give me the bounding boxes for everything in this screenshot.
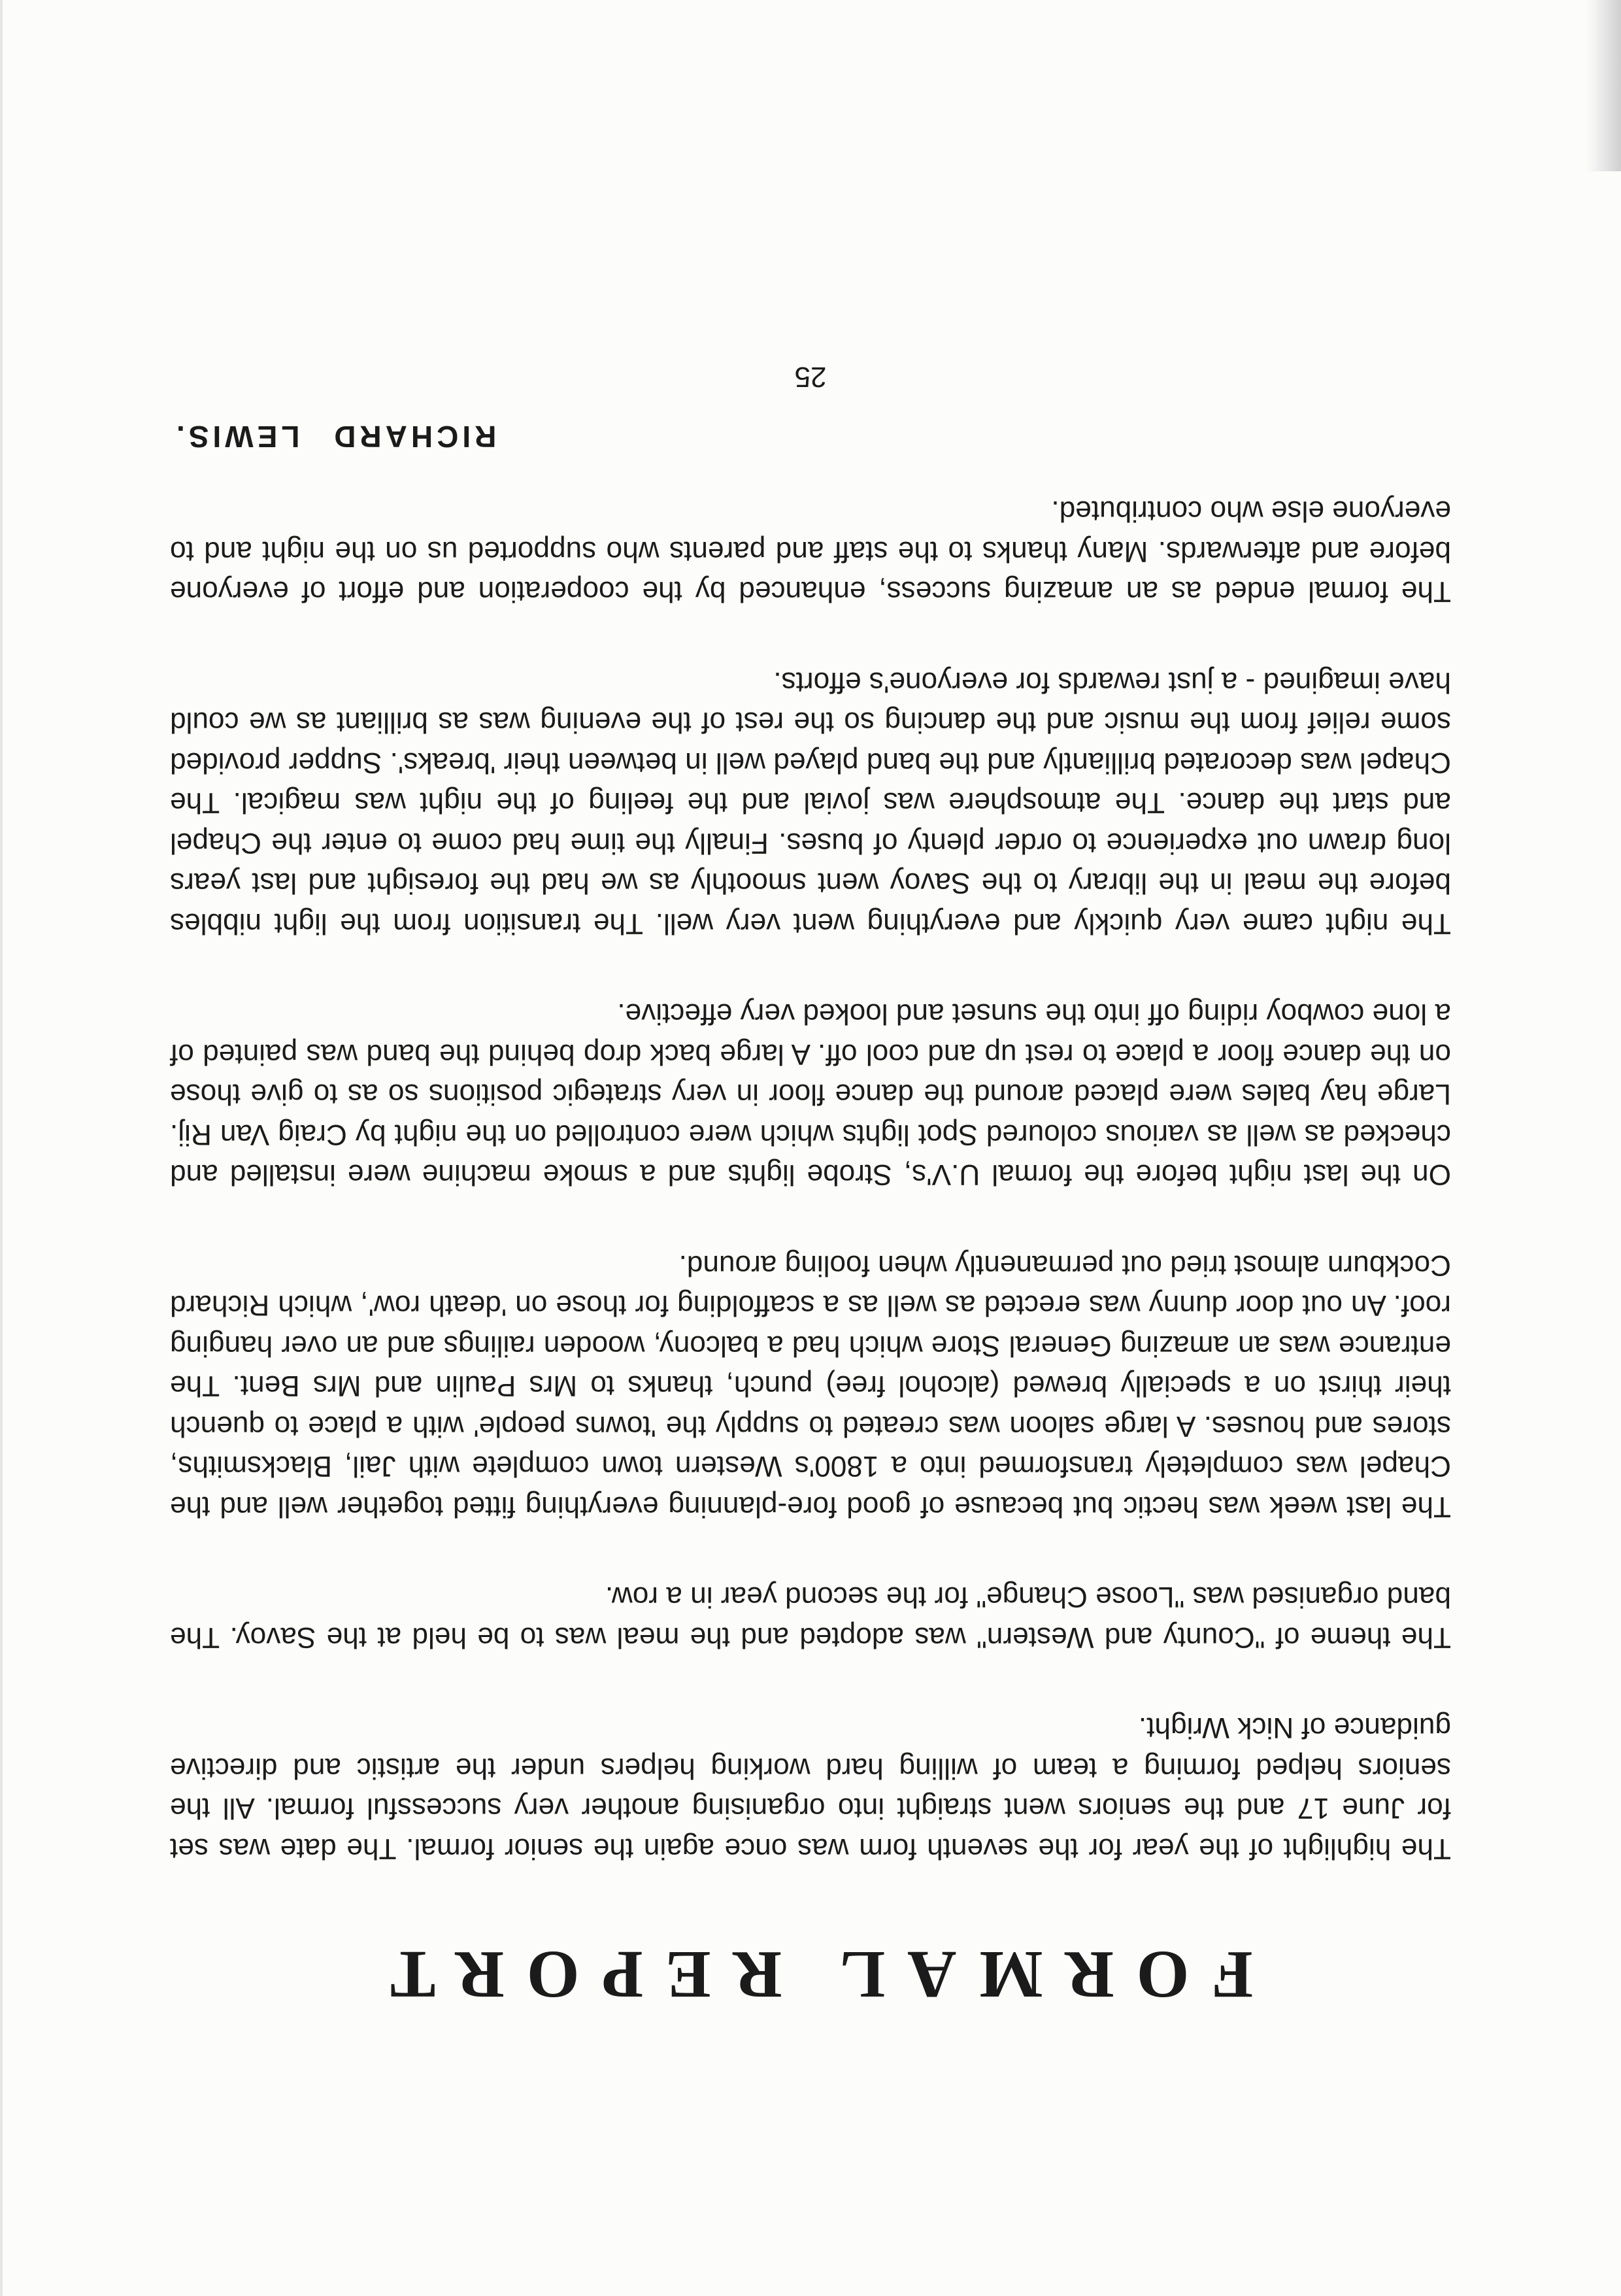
scan-edge-line (0, 0, 3, 2296)
paragraph-conclusion: The formal ended as an amazing success, enhanced by the cooperation and effort of everyone before and afterwards. Many thanks to the staff and parents who supported us on the night and to everyone else who contributed. (170, 495, 1451, 608)
report-page (170, 360, 1451, 2012)
paragraph-theme: The theme of "County and Western" was adopted and the meal was to be held at the Savoy. The band organised was "Loose Change" for the second year in a row. (170, 1581, 1451, 1653)
report-title: FORMAL REPORT (367, 1937, 1254, 2012)
page-number: 25 (794, 361, 827, 393)
author-signature: RICHARD LEWIS. (173, 420, 497, 454)
paragraph-preparation: The last week was hectic but because of good fore-planning everything fitted together well and the Chapel was completely transformed into a 1800's Western town complete with Jail, Blacksmiths, stores and houses. A large saloon was created to supply the 'towns people' with a place to quench their thirst on a specially brewed (alcohol free) punch, thanks to Mrs Paulin and Mrs Bent. The entrance was an amazing General Store which had a balcony, wooden railings and an over hanging roof. An out door dunny was erected as well as a scaffolding for those on 'death row', which Richard Cockburn almost tried out permanently when fooling around. (170, 1249, 1451, 1523)
paragraph-lighting: On the last night before the formal U.V's, Strobe lights and a smoke machine were installed and checked as well as various coloured Spot lights which were controlled on the night by Craig Van Rij. Large hay bales were placed around the dance floor in very strategic positions so as to give those on the dance floor a place to rest up and cool off. A large back drop behind the band was painted of a lone cowboy riding off into the sunset and looked very effective. (170, 998, 1451, 1191)
paragraph-intro: The highlight of the year for the seventh form was once again the senior formal. The date was set for June 17 and the seniors went straight into organising another very successful formal. All the seniors helped forming a team of willing hard working helpers under the artistic and directive guidance of Nick Wright. (170, 1712, 1451, 1865)
paragraph-the-night: The night came very quickly and everything went very well. The transition from the light nibbles before the meal in the library to the Savoy went smoothly as we had the foresight and last years long drawn out experience to order plenty of buses. Finally the time had come to enter the Chapel and start the dance. The atmosphere was jovial and the feeling of the night was magical. The Chapel was decorated brilliantly and the band played well in between their 'breaks'. Supper provided some relief from the music and the dancing so the rest of the evening was as brilliant as we could have imagined - a just rewards for everyone's efforts. (170, 666, 1451, 939)
scan-edge-shadow (1586, 0, 1621, 171)
